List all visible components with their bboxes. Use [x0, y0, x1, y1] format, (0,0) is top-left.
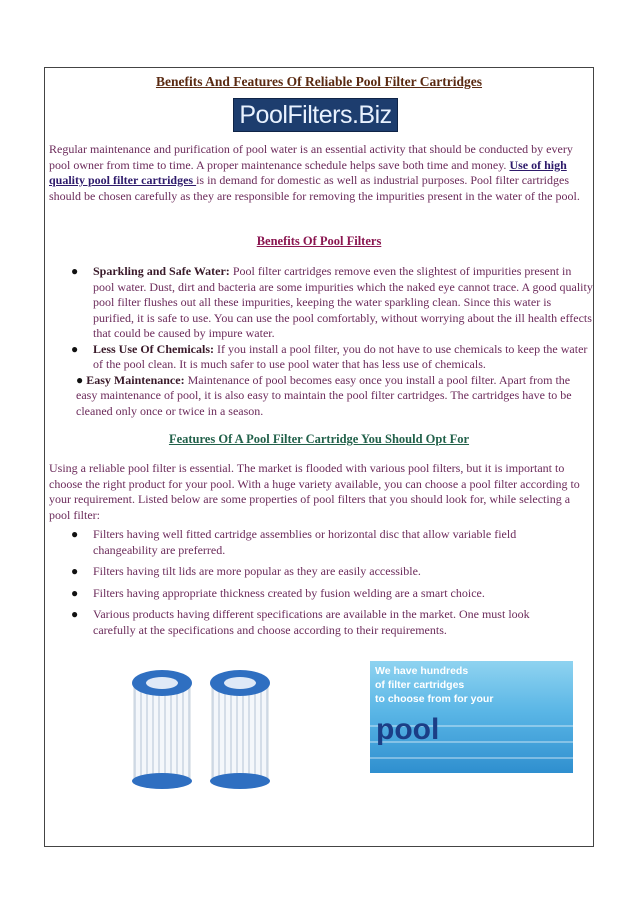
benefit-text: If you install a pool filter, you do not have to use chemicals to keep the water of the pool clean. It is much safer to use pool water that has less use of chemicals. — [93, 341, 588, 371]
benefit-item — [49, 264, 594, 342]
feature-item — [49, 564, 569, 580]
bullet-icon: ● — [71, 264, 79, 278]
bullet-icon: ● — [71, 585, 79, 600]
intro-text-1: Regular maintenance and purification of pool water is an essential activity that should be conducted by every pool owner from time to time. A proper maintenance schedule helps save both time and money. — [49, 142, 573, 172]
poolfilters-logo: PoolFilters.Biz — [233, 98, 398, 132]
benefit-item — [49, 342, 594, 373]
promo-pool-word: pool — [376, 713, 440, 746]
bullet-icon: ● — [71, 527, 79, 541]
bullet-icon: ● — [76, 372, 84, 387]
document-frame — [44, 67, 594, 847]
feature-text: Various products having different specifications are available in the market. One must look carefully at the specifications and choose according to their requirements. — [93, 607, 530, 637]
promo-line: of filter cartridges — [375, 679, 465, 691]
promo-line: to choose from for your — [375, 693, 494, 705]
filter-cartridges-image — [128, 665, 278, 790]
bullet-icon: ● — [71, 341, 79, 356]
benefit-item — [49, 373, 594, 420]
feature-item — [49, 607, 569, 638]
benefit-label: Easy Maintenance: — [86, 372, 185, 387]
benefit-label: Less Use Of Chemicals: — [93, 341, 214, 356]
bullet-icon: ● — [71, 564, 79, 578]
feature-text: Filters having tilt lids are more popular as they are easily accessible. — [93, 564, 421, 578]
features-intro: Using a reliable pool filter is essential. The market is flooded with various pool filters, but it is important to choose the right product for your pool. With a huge variety available, you can choose a pool filter according to your requirement. Listed below are some properties of pool filters that you should look for, while selecting a pool filter: — [49, 461, 580, 522]
benefits-heading: Benefits Of Pool Filters — [256, 234, 382, 248]
document-title: Benefits And Features Of Reliable Pool Filter Cartridges — [155, 74, 483, 89]
features-list — [49, 527, 569, 644]
cartridge-icon — [210, 670, 270, 789]
promo-line: We have hundreds — [375, 665, 469, 677]
feature-item — [49, 586, 569, 602]
quality-cartridges-link[interactable]: Use of high quality pool filter cartridges — [49, 157, 567, 187]
benefits-list — [49, 264, 594, 419]
cartridge-icon — [132, 670, 192, 789]
bullet-icon: ● — [71, 607, 79, 621]
intro-text-2: is in demand for domestic as well as industrial purposes. Pool filter cartridges should be chosen carefully as they are responsible for removing the impurities present in the water of the pool. — [49, 173, 580, 203]
benefit-text: Pool filter cartridges remove even the slightest of impurities present in pool water. Dust, dirt and bacteria are some impurities which the naked eye cannot trace. A good quality pool filter flushes out all these impurities, keeping the water sparkling clean. Since this water is purified, it is safe to use. You can use the pool comfortably, without worrying about the ill health effects that could be caused by impure water. — [93, 264, 593, 340]
features-heading: Features Of A Pool Filter Cartridge You Should Opt For — [168, 432, 470, 446]
benefit-label: Sparkling and Safe Water: — [93, 264, 230, 278]
feature-text: Filters having well fitted cartridge assemblies or horizontal disc that allow variable field changeability are preferred. — [93, 527, 517, 557]
intro-paragraph — [49, 142, 589, 204]
benefit-text: Maintenance of pool becomes easy once you install a pool filter. Apart from the easy maintenance of pool, it is also easy to maintain the pool filter cartridges. The cartridges have to be cleaned only once or twice in a season. — [76, 372, 572, 418]
feature-text: Filters having appropriate thickness created by fusion welding are a smart choice. — [93, 585, 485, 600]
feature-item — [49, 527, 569, 558]
pool-promo-banner[interactable] — [370, 661, 573, 773]
